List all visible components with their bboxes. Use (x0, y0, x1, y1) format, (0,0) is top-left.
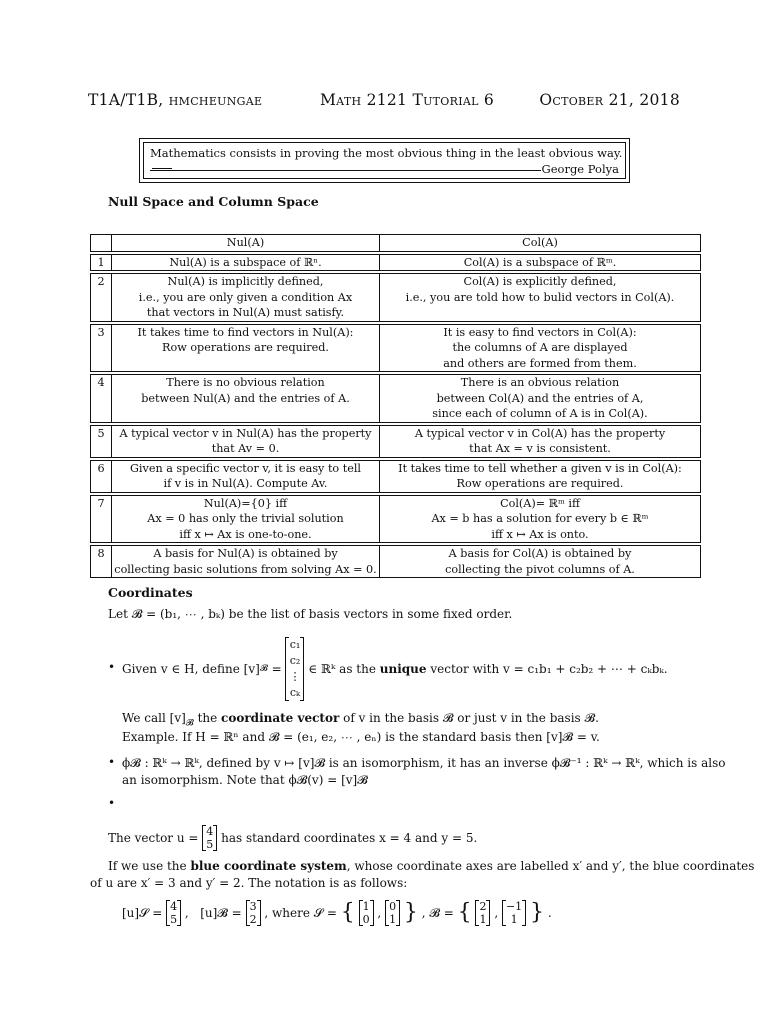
nul-cell (112, 274, 380, 322)
coordinate-definition: Given v ∈ H, define [v]𝓑 = c₁ c₂ ⋮ cₖ ∈ ℝᵏ as the unique vector with v = c₁b₁ + c₂b₂ + ⋯ + cₖbₖ. (122, 638, 668, 699)
quote-author-line (150, 162, 619, 176)
bullet-dot: • (108, 660, 116, 674)
coord-vec-c: of v in the basis 𝓑 or just v in the basis 𝓑. (343, 711, 599, 725)
u-b-label: [u]𝓑 = (200, 906, 242, 920)
cell-line: Ax = b has a solution for every b ∈ ℝᵐ (431, 512, 649, 525)
matrix-entry: cₖ (289, 686, 301, 699)
vector-u-b: has standard coordinates x = 4 and y = 5. (221, 831, 478, 845)
cell-line: A basis for Col(A) is obtained by (448, 547, 632, 560)
b-vector-2 (502, 900, 526, 926)
right-brace: } (403, 900, 418, 925)
coord-vec-b: the (197, 711, 218, 725)
cell-line: Ax = 0 has only the trivial solution (147, 512, 344, 525)
matrix-entry: 5 (206, 838, 214, 851)
header-title: Math 2121 Tutorial 6 (320, 91, 495, 109)
example-standard-basis: Example. If H = ℝⁿ and 𝓑 = (e₁, e₂, ⋯ , eₙ) is the standard basis then [v]𝓑 = v. (122, 730, 600, 744)
cell-line: iff x ↦ Ax is one-to-one. (179, 527, 312, 541)
cell-line: collecting basic solutions from solving Ax = 0. (114, 562, 377, 576)
row-number: 5 (91, 425, 112, 457)
cell-line: if v is in Nul(A). Compute Av. (163, 477, 328, 490)
table-row (91, 495, 701, 543)
table-row (91, 274, 701, 322)
vector-u-a: The vector u = (108, 831, 199, 845)
matrix-entry: 1 (510, 913, 518, 926)
col-cell (380, 425, 701, 457)
nul-cell (112, 375, 380, 423)
row-number: 2 (91, 274, 112, 322)
row-number: 6 (91, 460, 112, 492)
matrix-entry: 4 (170, 900, 178, 913)
table-row (91, 546, 701, 578)
cell-line: since each of column of A is in Col(A). (432, 407, 648, 420)
comparison-table (90, 234, 701, 578)
row-number: 8 (91, 546, 112, 578)
cell-line: It is easy to find vectors in Col(A): (443, 325, 637, 339)
matrix-entry: 2 (249, 913, 257, 926)
col-cell (380, 375, 701, 423)
cell-line: that Av = 0. (211, 442, 280, 455)
quote-box-inner (143, 142, 626, 179)
given-suffix-a: ∈ ℝᵏ as the (308, 662, 376, 676)
quote-text: Mathematics consists in proving the most obvious thing in the least obvious way. (150, 146, 623, 160)
table-row (91, 375, 701, 423)
section-title-null-column: Null Space and Column Space (108, 194, 319, 209)
table-header-cell: Nul(A) (112, 235, 380, 252)
given-suffix-b: vector with v = c₁b₁ + c₂b₂ + ⋯ + cₖbₖ. (430, 662, 668, 676)
table-row (91, 324, 701, 372)
coordinate-vector-sentence: We call $[v]_𝓑$ the coordinate vector of v in the basis 𝓑 or just v in the basis 𝓑. (122, 711, 599, 729)
cell-line: iff x ↦ Ax is onto. (491, 527, 589, 541)
u-s-vector (166, 900, 181, 926)
table-header-row (91, 235, 701, 252)
nul-cell (112, 546, 380, 578)
cell-line: It takes time to tell whether a given v is in Col(A): (398, 461, 682, 475)
table-row (91, 425, 701, 457)
col-cell (380, 254, 701, 271)
nul-cell (112, 495, 380, 543)
cell-line: A typical vector v in Col(A) has the property (414, 426, 666, 440)
matrix-entry: 1 (479, 913, 487, 926)
nul-cell (112, 425, 380, 457)
cell-line: There is no obvious relation (166, 376, 325, 389)
matrix-entry: 1 (362, 900, 370, 913)
matrix-entry: 5 (170, 913, 178, 926)
phi-line-2: an isomorphism. Note that ϕ𝓑(v) = [v]𝓑 (122, 773, 368, 787)
nul-cell (112, 324, 380, 372)
row-number: 7 (91, 495, 112, 543)
blue-line1-a: If we use the (108, 859, 187, 873)
b-eq-label: , 𝓑 = (421, 906, 454, 920)
cell-line: Nul(A) is a subspace of ℝⁿ. (169, 255, 322, 269)
cell-line: and others are formed from them. (443, 356, 637, 370)
row-number: 1 (91, 254, 112, 271)
coord-vec-bold: coordinate vector (221, 711, 340, 725)
cell-line: Nul(A)={0} iff (203, 496, 288, 510)
vector-u-sentence (108, 825, 477, 851)
header-date: October 21, 2018 (539, 91, 680, 109)
matrix-entry: 0 (362, 913, 370, 926)
table-row (91, 254, 701, 271)
nul-cell (112, 254, 380, 271)
col-cell (380, 274, 701, 322)
cell-line: Row operations are required. (456, 477, 624, 490)
matrix-entry: 3 (249, 900, 257, 913)
cell-line: that Ax = v is consistent. (469, 442, 611, 455)
table-row (91, 460, 701, 492)
matrix-entry: ⋮ (289, 670, 301, 683)
matrix-entry: −1 (505, 900, 523, 913)
row-number: 4 (91, 375, 112, 423)
blue-line1-bold: blue coordinate system (190, 859, 347, 873)
cell-line: Col(A) is explicitly defined, (463, 275, 617, 288)
cell-line: i.e., you are only given a condition Ax (138, 290, 353, 304)
left-brace: { (457, 900, 472, 925)
given-unique: unique (379, 662, 427, 676)
cell-line: There is an obvious relation (460, 376, 620, 389)
coord-column-vector (285, 637, 304, 701)
cell-line: Col(A)= ℝᵐ iff (500, 496, 580, 510)
left-brace: { (340, 900, 355, 925)
table-header-cell: Col(A) (380, 235, 701, 252)
matrix-entry: c₁ (289, 638, 301, 651)
col-cell (380, 495, 701, 543)
given-eq: = (271, 662, 282, 676)
b-vector-1 (475, 900, 490, 926)
cell-line: collecting the pivot columns of A. (445, 562, 635, 576)
matrix-entry: 4 (206, 825, 214, 838)
blue-line1-b: , whose coordinate axes are labelled x′ and y′, the blue coordinates (346, 859, 755, 873)
cell-line: Row operations are required. (162, 341, 329, 354)
cell-line: Nul(A) is implicitly defined, (167, 275, 324, 288)
phi-line-1: ϕ𝓑 : ℝᵏ → ℝᵏ, defined by v ↦ [v]𝓑 is an isomorphism, it has an inverse ϕ𝓑⁻¹ : ℝᵏ → ℝᵏ, which is also (122, 756, 726, 770)
u-b-vector (246, 900, 261, 926)
matrix-entry: 0 (389, 900, 397, 913)
nul-cell (112, 460, 380, 492)
right-brace: } (530, 900, 545, 925)
col-cell (380, 546, 701, 578)
col-cell (380, 460, 701, 492)
table-header-cell (91, 235, 112, 252)
cell-line: i.e., you are told how to bulid vectors in Col(A). (405, 290, 675, 304)
cell-line: that vectors in Nul(A) must satisfy. (146, 306, 345, 319)
matrix-entry: 2 (479, 900, 487, 913)
coord-vec-a: We call [v] (122, 711, 186, 725)
where-label: , where 𝓢 = (264, 906, 337, 920)
quote-box (139, 138, 630, 183)
u-s-label: [u]𝓢 = (122, 906, 163, 920)
col-cell (380, 324, 701, 372)
cell-line: A typical vector v in Nul(A) has the property (119, 426, 372, 440)
matrix-entry: c₂ (289, 654, 301, 667)
cell-line: between Nul(A) and the entries of A. (141, 391, 350, 405)
row-number: 3 (91, 324, 112, 372)
basis-intro: Let 𝓑 = (b₁, ⋯ , bₖ) be the list of basis vectors in some fixed order. (108, 607, 513, 621)
matrix-entry: 1 (389, 913, 397, 926)
s-vector-2 (385, 900, 400, 926)
cell-line: A basis for Nul(A) is obtained by (153, 547, 338, 560)
bullet-dot: • (108, 755, 116, 769)
cell-line: Col(A) is a subspace of ℝᵐ. (463, 255, 617, 269)
cell-line: Given a specific vector v, it is easy to tell (129, 461, 361, 475)
bullet-dot: • (108, 796, 116, 810)
notation-line: [u]𝓢 = 4 5 , [u]𝓑 = 3 2 , where 𝓢 = { 1 0 , 0 1 } , 𝓑 = { 2 1 , −1 1 } . (122, 900, 552, 926)
cell-line: the columns of A are displayed (452, 341, 628, 354)
blue-system-line-1 (108, 858, 754, 874)
cell-line: It takes time to find vectors in Nul(A): (137, 325, 354, 339)
quote-author: George Polya (541, 162, 619, 176)
s-vector-1 (359, 900, 374, 926)
section-title-coordinates: Coordinates (108, 585, 193, 600)
u-column-vector (202, 825, 217, 851)
header-course-section: T1A/T1B, hmcheungae (88, 91, 263, 109)
blue-system-line-2: of u are x′ = 3 and y′ = 2. The notation is as follows: (90, 876, 408, 890)
page-header (88, 91, 680, 113)
cell-line: between Col(A) and the entries of A, (436, 391, 644, 405)
given-prefix: Given v ∈ H, define [v] (122, 662, 260, 676)
